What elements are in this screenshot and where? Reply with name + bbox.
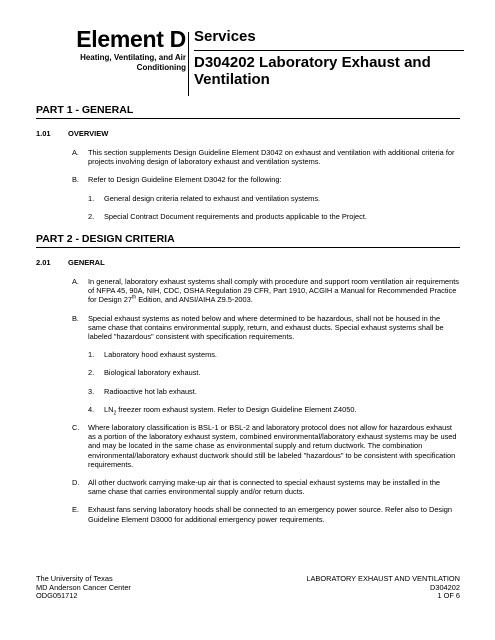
element-subtitle-line2: Conditioning <box>136 63 186 72</box>
services-label: Services <box>194 28 256 45</box>
header-element-block <box>36 26 186 73</box>
paragraph-text-cont: Edition, and ANSI/AIHA Z9.5-2003. <box>136 295 253 305</box>
subitem-text: Radioactive hot lab exhaust. <box>104 386 197 396</box>
subitem-number: 1. <box>88 193 95 203</box>
paragraph-letter: E. <box>72 505 79 515</box>
paragraph-letter: C. <box>72 423 80 433</box>
article-1-01 <box>36 129 460 139</box>
paragraph-letter: A. <box>72 148 79 157</box>
footer-section-name: LABORATORY EXHAUST AND VENTILATION <box>306 574 460 583</box>
paragraph-text: All other ductwork carrying make-up air that is connected to special exhaust systems may be installed in the same chase that carries environmental supply and/or return ducts. <box>88 478 441 497</box>
paragraph-letter: B. <box>72 175 79 185</box>
chemical-subscript: 2 <box>113 410 117 417</box>
paragraph-2-01-c <box>36 423 460 469</box>
footer-section-number: D304202 <box>430 582 460 592</box>
footer-page-number: 1 OF 6 <box>437 591 460 601</box>
element-subtitle-line1: Heating, Ventilating, and Air <box>80 53 186 62</box>
paragraph-1-01-a <box>36 148 460 166</box>
article-title: OVERVIEW <box>68 129 109 138</box>
footer-institution: The University of Texas <box>36 574 113 583</box>
subitem-text: Laboratory hood exhaust systems. <box>104 350 217 360</box>
subitem-2-01-b-2 <box>36 368 460 377</box>
section-title-line1: D304202 Laboratory Exhaust and <box>194 54 431 71</box>
subitem-number: 4. <box>88 404 95 414</box>
ordinal-superscript: th <box>131 294 137 301</box>
paragraph-text: Exhaust fans serving laboratory hoods shall be connected to an emergency power source. Refer also to Design Guideline Element D3000 for additional emergency power requirements. <box>88 505 452 524</box>
subitem-text: Special Contract Document requirements and products applicable to the Project. <box>104 211 367 221</box>
paragraph-2-01-a <box>36 277 460 305</box>
subitem-text-cont: freezer room exhaust system. Refer to Design Guideline Element Z4050. <box>116 404 357 414</box>
paragraph-letter: D. <box>72 478 80 488</box>
paragraph-2-01-b <box>36 314 460 342</box>
subitem-2-01-b-1 <box>36 350 460 359</box>
paragraph-text: Where laboratory classification is BSL-1 or BSL-2 and laboratory protocol does not allow for hazardous exhaust as a portion of the laboratory exhaust system, combined environmental/laboratory exhaust systems may be used and may be located in the same chase as environmental supply and return ductwork. The combination environmental/laboratory exhaust ductwork should still be labeled "hazardous" to be consistent with specification requirements. <box>88 423 457 469</box>
header-divider <box>194 50 464 51</box>
paragraph-text: Refer to Design Guideline Element D3042 for the following: <box>88 175 282 185</box>
paragraph-1-01-b <box>36 175 460 184</box>
subitem-number: 1. <box>88 350 95 360</box>
subitem-text: LN <box>104 404 114 414</box>
document-body <box>36 104 460 524</box>
paragraph-text: Special exhaust systems as noted below and where determined to be hazardous, shall not be housed in the same chase that contains environmental supply, return, and exhaust ducts. Special exhaust systems shall be labeled "hazardous" consistent with specification requirements. <box>88 313 444 342</box>
section-title-line2: Ventilation <box>194 71 270 88</box>
footer-right <box>306 575 460 601</box>
paragraph-letter: A. <box>72 277 79 287</box>
subitem-number: 2. <box>88 211 95 221</box>
subitem-2-01-b-3 <box>36 387 460 396</box>
article-number: 2.01 <box>36 258 51 268</box>
paragraph-text: This section supplements Design Guideline Element D3042 on exhaust and ventilation with additional criteria for projects involving design of laboratory exhaust and ventilation systems. <box>88 148 455 167</box>
paragraph-text: In general, laboratory exhaust systems shall comply with procedure and support room ventilation air requirements of NFPA 45, 90A, NIH, CDC, OSHA Regulation 29 CFR, Part 1910, ACGIH a Manual for Recommended Practice for Design 27 <box>88 277 459 305</box>
paragraph-2-01-d <box>36 478 460 496</box>
subitem-2-01-b-4 <box>36 404 460 417</box>
part-1-heading: PART 1 - GENERAL <box>36 104 460 119</box>
page-header <box>36 26 460 102</box>
subitem-number: 3. <box>88 386 95 396</box>
subitem-text: General design criteria related to exhaust and ventilation systems. <box>104 193 321 203</box>
article-2-01 <box>36 258 460 268</box>
subitem-1-01-b-1 <box>36 194 460 203</box>
paragraph-letter: B. <box>72 313 79 323</box>
subitem-1-01-b-2 <box>36 212 460 221</box>
part-2-heading: PART 2 - DESIGN CRITERIA <box>36 233 460 248</box>
footer-doc-code: ODG051712 <box>36 591 78 601</box>
footer-left <box>36 575 131 601</box>
header-title-block <box>194 28 464 88</box>
subitem-text: Biological laboratory exhaust. <box>104 368 201 378</box>
paragraph-2-01-e <box>36 505 460 523</box>
article-title: GENERAL <box>68 258 105 268</box>
article-number: 1.01 <box>36 129 51 138</box>
subitem-number: 2. <box>88 368 95 378</box>
element-title: Element D <box>76 26 186 52</box>
footer-center: MD Anderson Cancer Center <box>36 582 131 592</box>
header-vertical-rule <box>188 32 189 96</box>
